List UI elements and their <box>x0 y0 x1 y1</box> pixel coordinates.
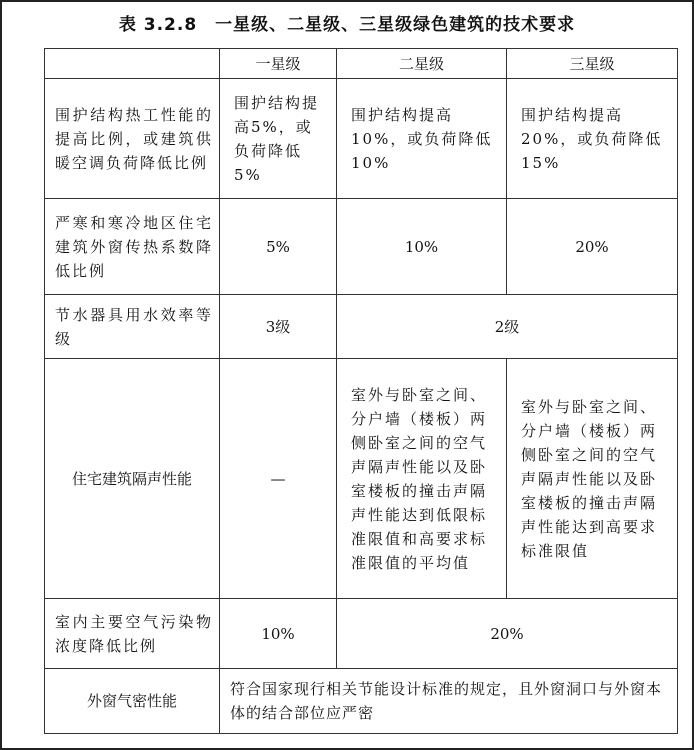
table-row <box>45 79 678 199</box>
header-one-star: 一星级 <box>220 49 337 79</box>
cell-one-star: — <box>220 359 337 599</box>
row-label: 外窗气密性能 <box>45 669 220 734</box>
table-row <box>45 295 678 359</box>
cell-two-three-star: 2级 <box>337 295 678 359</box>
row-label: 室内主要空气污染物浓度降低比例 <box>45 599 220 669</box>
cell-two-three-star: 20% <box>337 599 678 669</box>
table-caption: 表 3.2.8 一星级、二星级、三星级绿色建筑的技术要求 <box>118 15 576 35</box>
table-row <box>45 359 678 599</box>
cell-three-star: 围护结构提高20%，或负荷降低15% <box>507 79 678 199</box>
cell-three-star: 室外与卧室之间、分户墙（楼板）两侧卧室之间的空气声隔声性能以及卧室楼板的撞击声隔声性能达到高要求标准限值 <box>507 359 678 599</box>
row-label: 节水器具用水效率等级 <box>45 295 220 359</box>
cell-three-star: 20% <box>507 199 678 295</box>
header-corner-cell <box>45 49 220 79</box>
table-row <box>45 669 678 734</box>
cell-one-star: 3级 <box>220 295 337 359</box>
cell-two-star: 10% <box>337 199 507 295</box>
cell-all-stars: 符合国家现行相关节能设计标准的规定，且外窗洞口与外窗本体的结合部位应严密 <box>220 669 678 734</box>
requirements-table <box>44 48 678 734</box>
cell-one-star: 围护结构提高5%，或负荷降低5% <box>220 79 337 199</box>
row-label: 严寒和寒冷地区住宅建筑外窗传热系数降低比例 <box>45 199 220 295</box>
table-row <box>45 199 678 295</box>
header-three-star: 三星级 <box>507 49 678 79</box>
cell-two-star: 室外与卧室之间、分户墙（楼板）两侧卧室之间的空气声隔声性能以及卧室楼板的撞击声隔声性能达到低限标准限值和高要求标准限值的平均值 <box>337 359 507 599</box>
cell-one-star: 5% <box>220 199 337 295</box>
cell-two-star: 围护结构提高10%，或负荷降低10% <box>337 79 507 199</box>
header-row <box>45 49 678 79</box>
cell-one-star: 10% <box>220 599 337 669</box>
table-row <box>45 599 678 669</box>
header-two-star: 二星级 <box>337 49 507 79</box>
row-label: 住宅建筑隔声性能 <box>45 359 220 599</box>
row-label: 围护结构热工性能的提高比例，或建筑供暖空调负荷降低比例 <box>45 79 220 199</box>
